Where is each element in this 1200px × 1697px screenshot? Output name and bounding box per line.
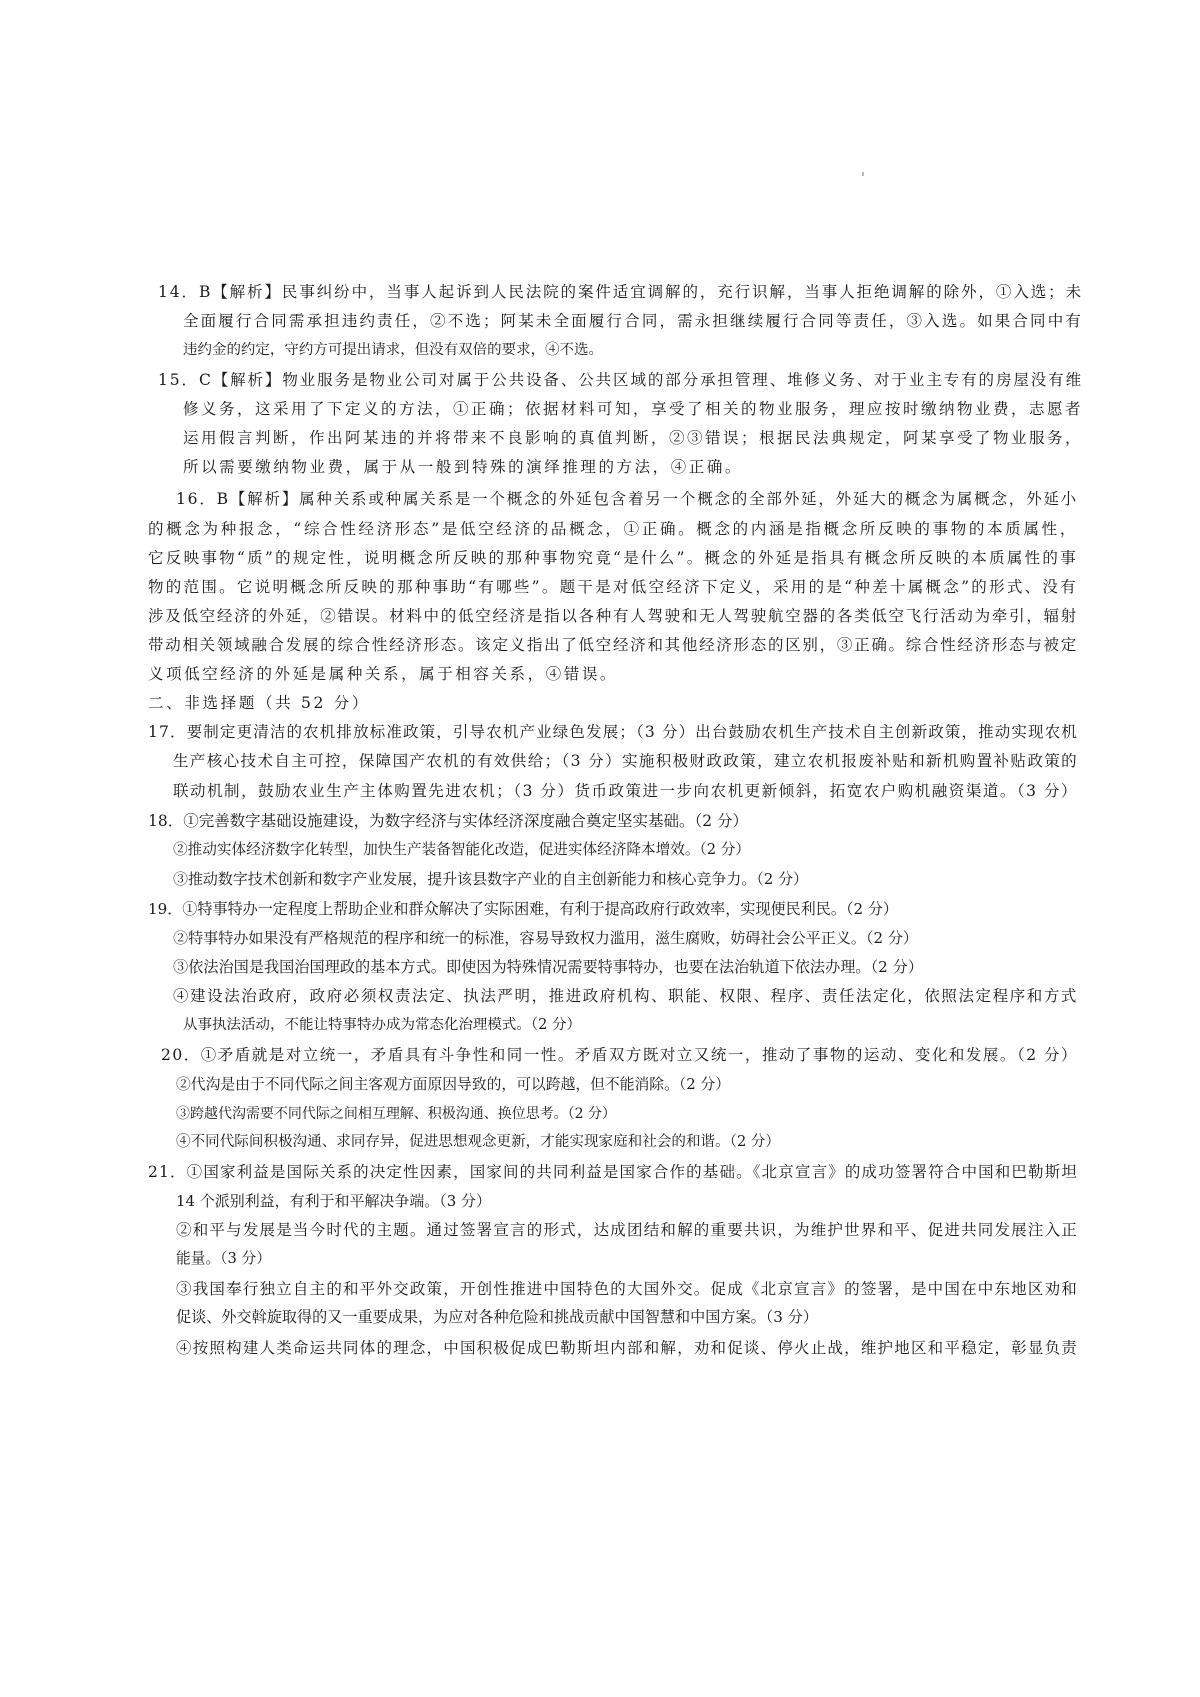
text-line: 违约金的约定，守约方可提出请求，但没有双倍的要求，④不选。 (183, 342, 603, 358)
text-line: ④不同代际间积极沟通、求同存异，促进思想观念更新，才能实现家庭和社会的和谐。（2 分） (176, 1133, 780, 1150)
text-line: 义项低空经济的外延是属种关系，属于相容关系，④错误。 (148, 665, 618, 683)
text-line: 14 个派别利益，有利于和平解决争端。（3 分） (176, 1192, 491, 1210)
text-line: 16．B【解析】属种关系或种属关系是一个概念的外延包含着另一个概念的全部外延，外延大的概念为属概念，外延小 (176, 490, 1078, 508)
text-line: 促谈、外交斡旋取得的又一重要成果，为应对各种危险和挑战贡献中国智慧和中国方案。（3 分） (176, 1308, 818, 1326)
text-line: 带动相关领域融合发展的综合性经济形态。该定义指出了低空经济和其他经济形态的区别，③正确。综合性经济形态与被定 (148, 636, 1078, 654)
text-line: 的概念为种报念，“综合性经济形态”是低空经济的品概念，①正确。概念的内涵是指概念所反映的事物的本质属性， (148, 520, 1078, 538)
text-line: 21．①国家利益是国际关系的决定性因素，国家间的共同利益是国家合作的基础。《北京宣言》的成功签署符合中国和巴勒斯坦 (148, 1163, 1078, 1181)
text-line: 19．①特事特办一定程度上帮助企业和群众解决了实际困难，有利于提高政府行政效率，实现便民利民。（2 分） (148, 900, 898, 918)
text-line: 17．要制定更清洁的农机排放标准政策，引导农机产业绿色发展；（3 分）出台鼓励农机生产技术自主创新政策，推动实现农机 (148, 723, 1078, 741)
text-line: ②和平与发展是当今时代的主题。通过签署宣言的形式，达成团结和解的重要共识，为维护世界和平、促进共同发展注入正 (176, 1221, 1078, 1239)
text-line: 全面履行合同需承担违约责任，②不选；阿某未全面履行合同，需永担继续履行合同等责任，③入选。如果合同中有 (183, 312, 1083, 330)
scan-speck (862, 172, 864, 176)
text-line: 物的范围。它说明概念所反映的那种事助“有哪些”。题干是对低空经济下定义，采用的是“种差十属概念”的形式、没有 (148, 578, 1078, 596)
text-line: 18．①完善数字基础设施建设，为数字经济与实体经济深度融合奠定坚实基础。（2 分） (148, 812, 748, 830)
text-line: 二、非选择题（共 52 分） (148, 694, 370, 712)
text-line: 它反映事物“质”的规定性，说明概念所反映的那种事物究竟“是什么”。概念的外延是指具有概念所反映的本质属性的事 (148, 549, 1078, 567)
text-line: 15．C【解析】物业服务是物业公司对属于公共设备、公共区域的部分承担管理、堆修义务、对于业主专有的房屋没有维 (158, 371, 1083, 389)
text-line: 14．B【解析】民事纠纷中，当事人起诉到人民法院的案件适宜调解的，充行识解，当事人拒绝调解的除外，①入选；未 (158, 283, 1083, 301)
text-line: ③依法治国是我国治国理政的基本方式。即使因为特殊情况需要特事特办，也要在法治轨道下依法办理。（2 分） (173, 958, 923, 976)
text-line: ③跨越代沟需要不同代际之间相互理解、积极沟通、换位思考。（2 分） (176, 1106, 616, 1122)
text-line: ③我国奉行独立自主的和平外交政策，开创性推进中国特色的大国外交。促成《北京宣言》的签署，是中国在中东地区劝和 (176, 1280, 1078, 1298)
text-line: ④建设法治政府，政府必须权责法定、执法严明，推进政府机构、职能、权限、程序、责任法定化，依照法定程序和方式 (173, 987, 1078, 1005)
text-line: 20．①矛盾就是对立统一，矛盾具有斗争性和同一性。矛盾双方既对立又统一，推动了事物的运动、变化和发展。（2 分） (161, 1046, 1078, 1064)
text-line: ②特事特办如果没有严格规范的程序和统一的标准，容易导致权力滥用，滋生腐败，妨碍社会公平正义。（2 分） (173, 929, 918, 947)
text-line: 联动机制，鼓励农业生产主体购置先进农机；（3 分）货币政策进一步向农机更新倾斜，拓宽农户购机融资渠道。（3 分） (173, 782, 1078, 800)
text-line: 生产核心技术自主可控，保障国产农机的有效供给；（3 分）实施积极财政政策，建立农机报废补贴和新机购置补贴政策的 (173, 752, 1078, 770)
text-line: 所以需要缴纳物业费，属于从一般到特殊的演绎推理的方法，④正确。 (183, 458, 743, 476)
text-line: 从事执法活动，不能让特事特办成为常态化治理模式。（2 分） (183, 1017, 581, 1033)
text-line: 运用假言判断，作出阿某违的并将带来不良影响的真值判断，②③错误；根据民法典规定，阿某享受了物业服务， (183, 429, 1083, 447)
text-line: 能量。（3 分） (176, 1250, 271, 1267)
text-line: ④按照构建人类命运共同体的理念，中国积极促成巴勒斯坦内部和解，劝和促谈、停火止战，维护地区和平稳定，彰显负责 (176, 1339, 1078, 1357)
text-line: 修义务，这采用了下定义的方法，①正确；依据材料可知，享受了相关的物业服务，理应按时缴纳物业费，志愿者 (183, 400, 1083, 418)
text-line: ②推动实体经济数字化转型，加快生产装备智能化改造，促进实体经济降本增效。（2 分） (173, 841, 750, 858)
text-line: 涉及低空经济的外延，②错误。材料中的低空经济是指以各种有人驾驶和无人驾驶航空器的各类低空飞行活动为牵引，辐射 (148, 607, 1078, 625)
text-line: ③推动数字技术创新和数字产业发展，提升该县数字产业的自主创新能力和核心竞争力。（2 分） (173, 870, 808, 888)
text-line: ②代沟是由于不同代际之间主客观方面原因导致的，可以跨越，但不能消除。（2 分） (176, 1076, 730, 1093)
